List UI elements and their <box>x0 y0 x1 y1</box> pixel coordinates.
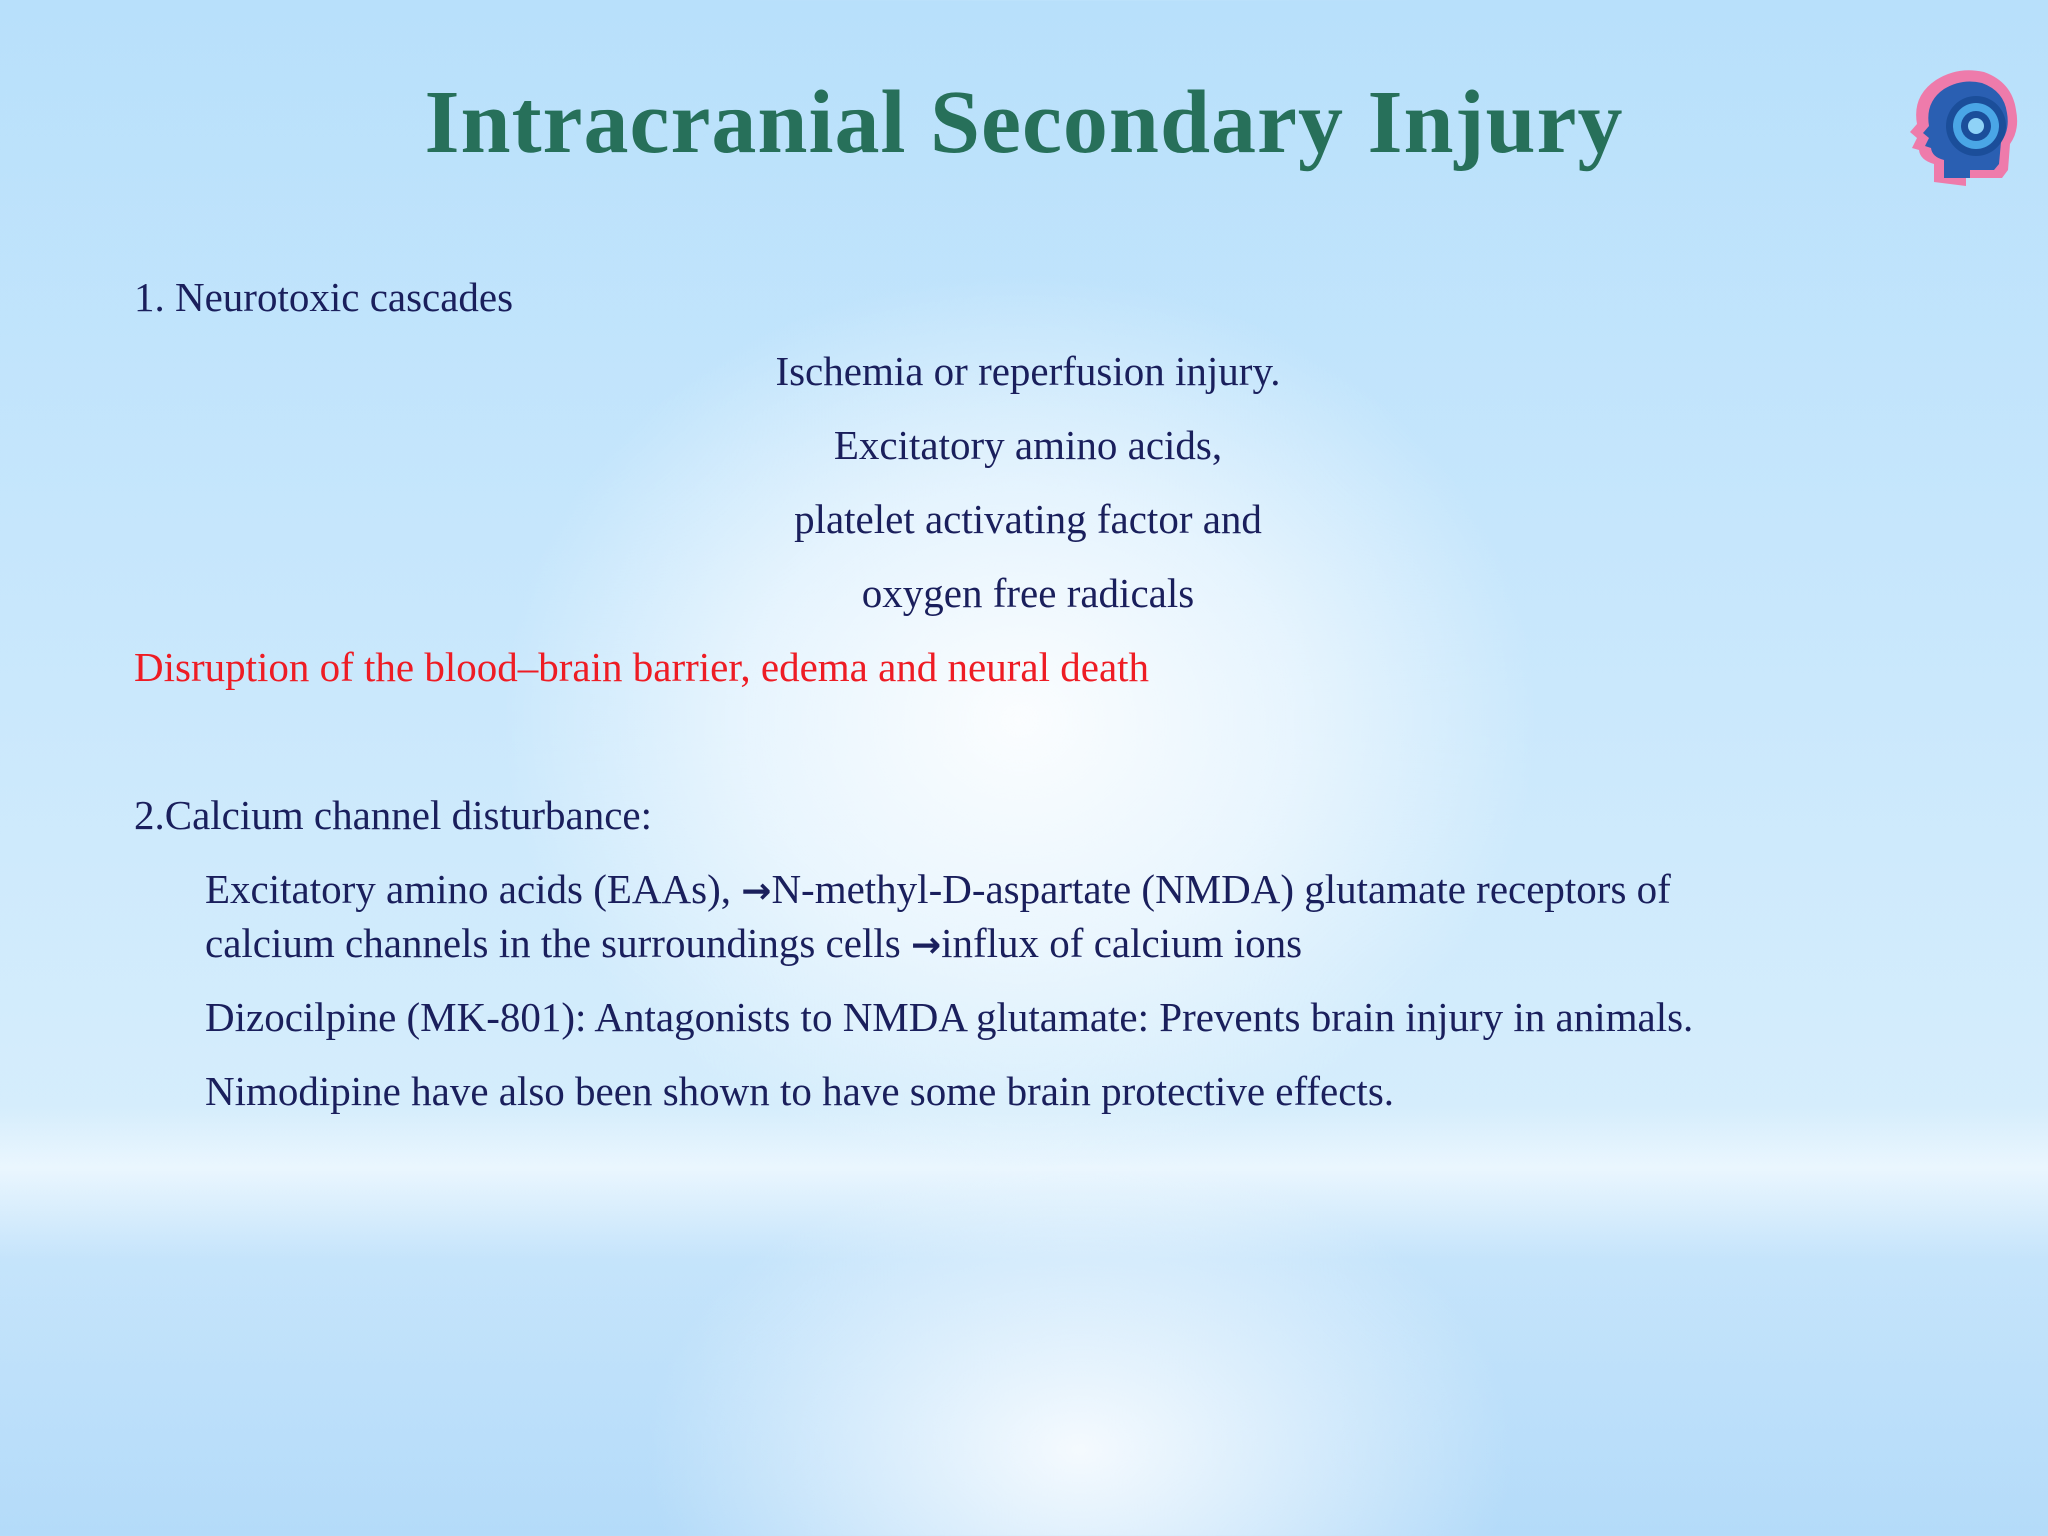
section2-heading: 2.Calcium channel disturbance: <box>134 792 653 838</box>
head-target-logo-icon <box>1886 60 2020 194</box>
cause-line-1: Ischemia or reperfusion injury. <box>775 348 1281 394</box>
bullet-nimodipine: Nimodipine have also been shown to have some brain protective effects. <box>205 1068 1395 1114</box>
bullet-eaa-line-1 <box>205 863 1671 918</box>
cause-line-3: platelet activating factor and <box>794 496 1262 542</box>
arrow-right-icon: → <box>741 871 772 912</box>
bullet-eaa-text-b: N-methyl-D-aspartate (NMDA) glutamate receptors of <box>771 866 1671 912</box>
cause-line-2: Excitatory amino acids, <box>833 422 1223 468</box>
slide-title: Intracranial Secondary Injury <box>424 73 1624 172</box>
bullet-eaa-line-2 <box>205 917 1302 972</box>
arrow-right-icon: → <box>910 925 942 966</box>
bullet-eaa-text-a: Excitatory amino acids (EAAs), <box>205 866 742 912</box>
bullet-eaa-text-c: calcium channels in the surroundings cells <box>205 920 911 966</box>
bullet-eaa-text-d: influx of calcium ions <box>941 920 1303 966</box>
cause-line-4: oxygen free radicals <box>861 570 1195 616</box>
section1-result: Disruption of the blood–brain barrier, edema and neural death <box>134 644 1150 690</box>
section1-heading: 1. Neurotoxic cascades <box>134 274 514 320</box>
bullet-dizocilpine: Dizocilpine (MK-801): Antagonists to NMDA glutamate: Prevents brain injury in animals. <box>205 994 1694 1040</box>
